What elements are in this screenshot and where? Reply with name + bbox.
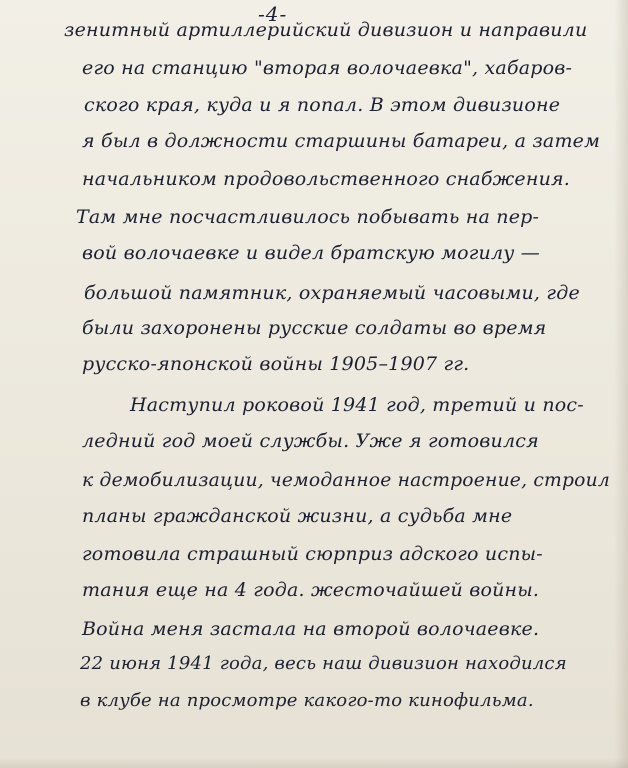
text-line: начальником продовольственного снабжения. — [82, 168, 571, 190]
text-line: тания еще на 4 года. жесточайшей войны. — [82, 579, 540, 601]
text-line: зенитный артиллерийский дивизион и направили — [64, 19, 588, 41]
text-line: к демобилизации, чемоданное настроение, строил — [82, 469, 610, 491]
text-line: Там мне посчастливилось побывать на пер- — [76, 206, 540, 228]
text-line: были захоронены русские солдаты во время — [82, 317, 547, 339]
text-line: я был в должности старшины батареи, а затем — [82, 130, 601, 152]
text-line: русско-японской войны 1905–1907 гг. — [82, 353, 470, 375]
page-edge-shadow — [614, 0, 628, 768]
text-line: его на станцию "вторая волочаевка", хабаров- — [82, 57, 573, 79]
text-line: вой волочаевке и видел братскую могилу — — [82, 242, 540, 264]
text-line: большой памятник, охраняемый часовыми, где — [84, 282, 580, 304]
page-number: -4- — [258, 2, 288, 26]
text-line: 22 июня 1941 года, весь наш дивизион находился — [80, 653, 567, 674]
text-line: в клубе на просмотре какого-то кинофильма. — [80, 690, 534, 711]
text-line: готовила страшный сюрприз адского испы- — [82, 543, 543, 565]
text-line: Наступил роковой 1941 год, третий и пос- — [130, 394, 584, 416]
text-line: ледний год моей службы. Уже я готовился — [82, 430, 539, 452]
text-line: планы гражданской жизни, а судьба мне — [82, 505, 513, 527]
text-line: ского края, куда и я попал. В этом дивизионе — [84, 94, 561, 116]
text-line: Война меня застала на второй волочаевке. — [82, 618, 540, 640]
page-edge-shadow — [0, 758, 628, 768]
